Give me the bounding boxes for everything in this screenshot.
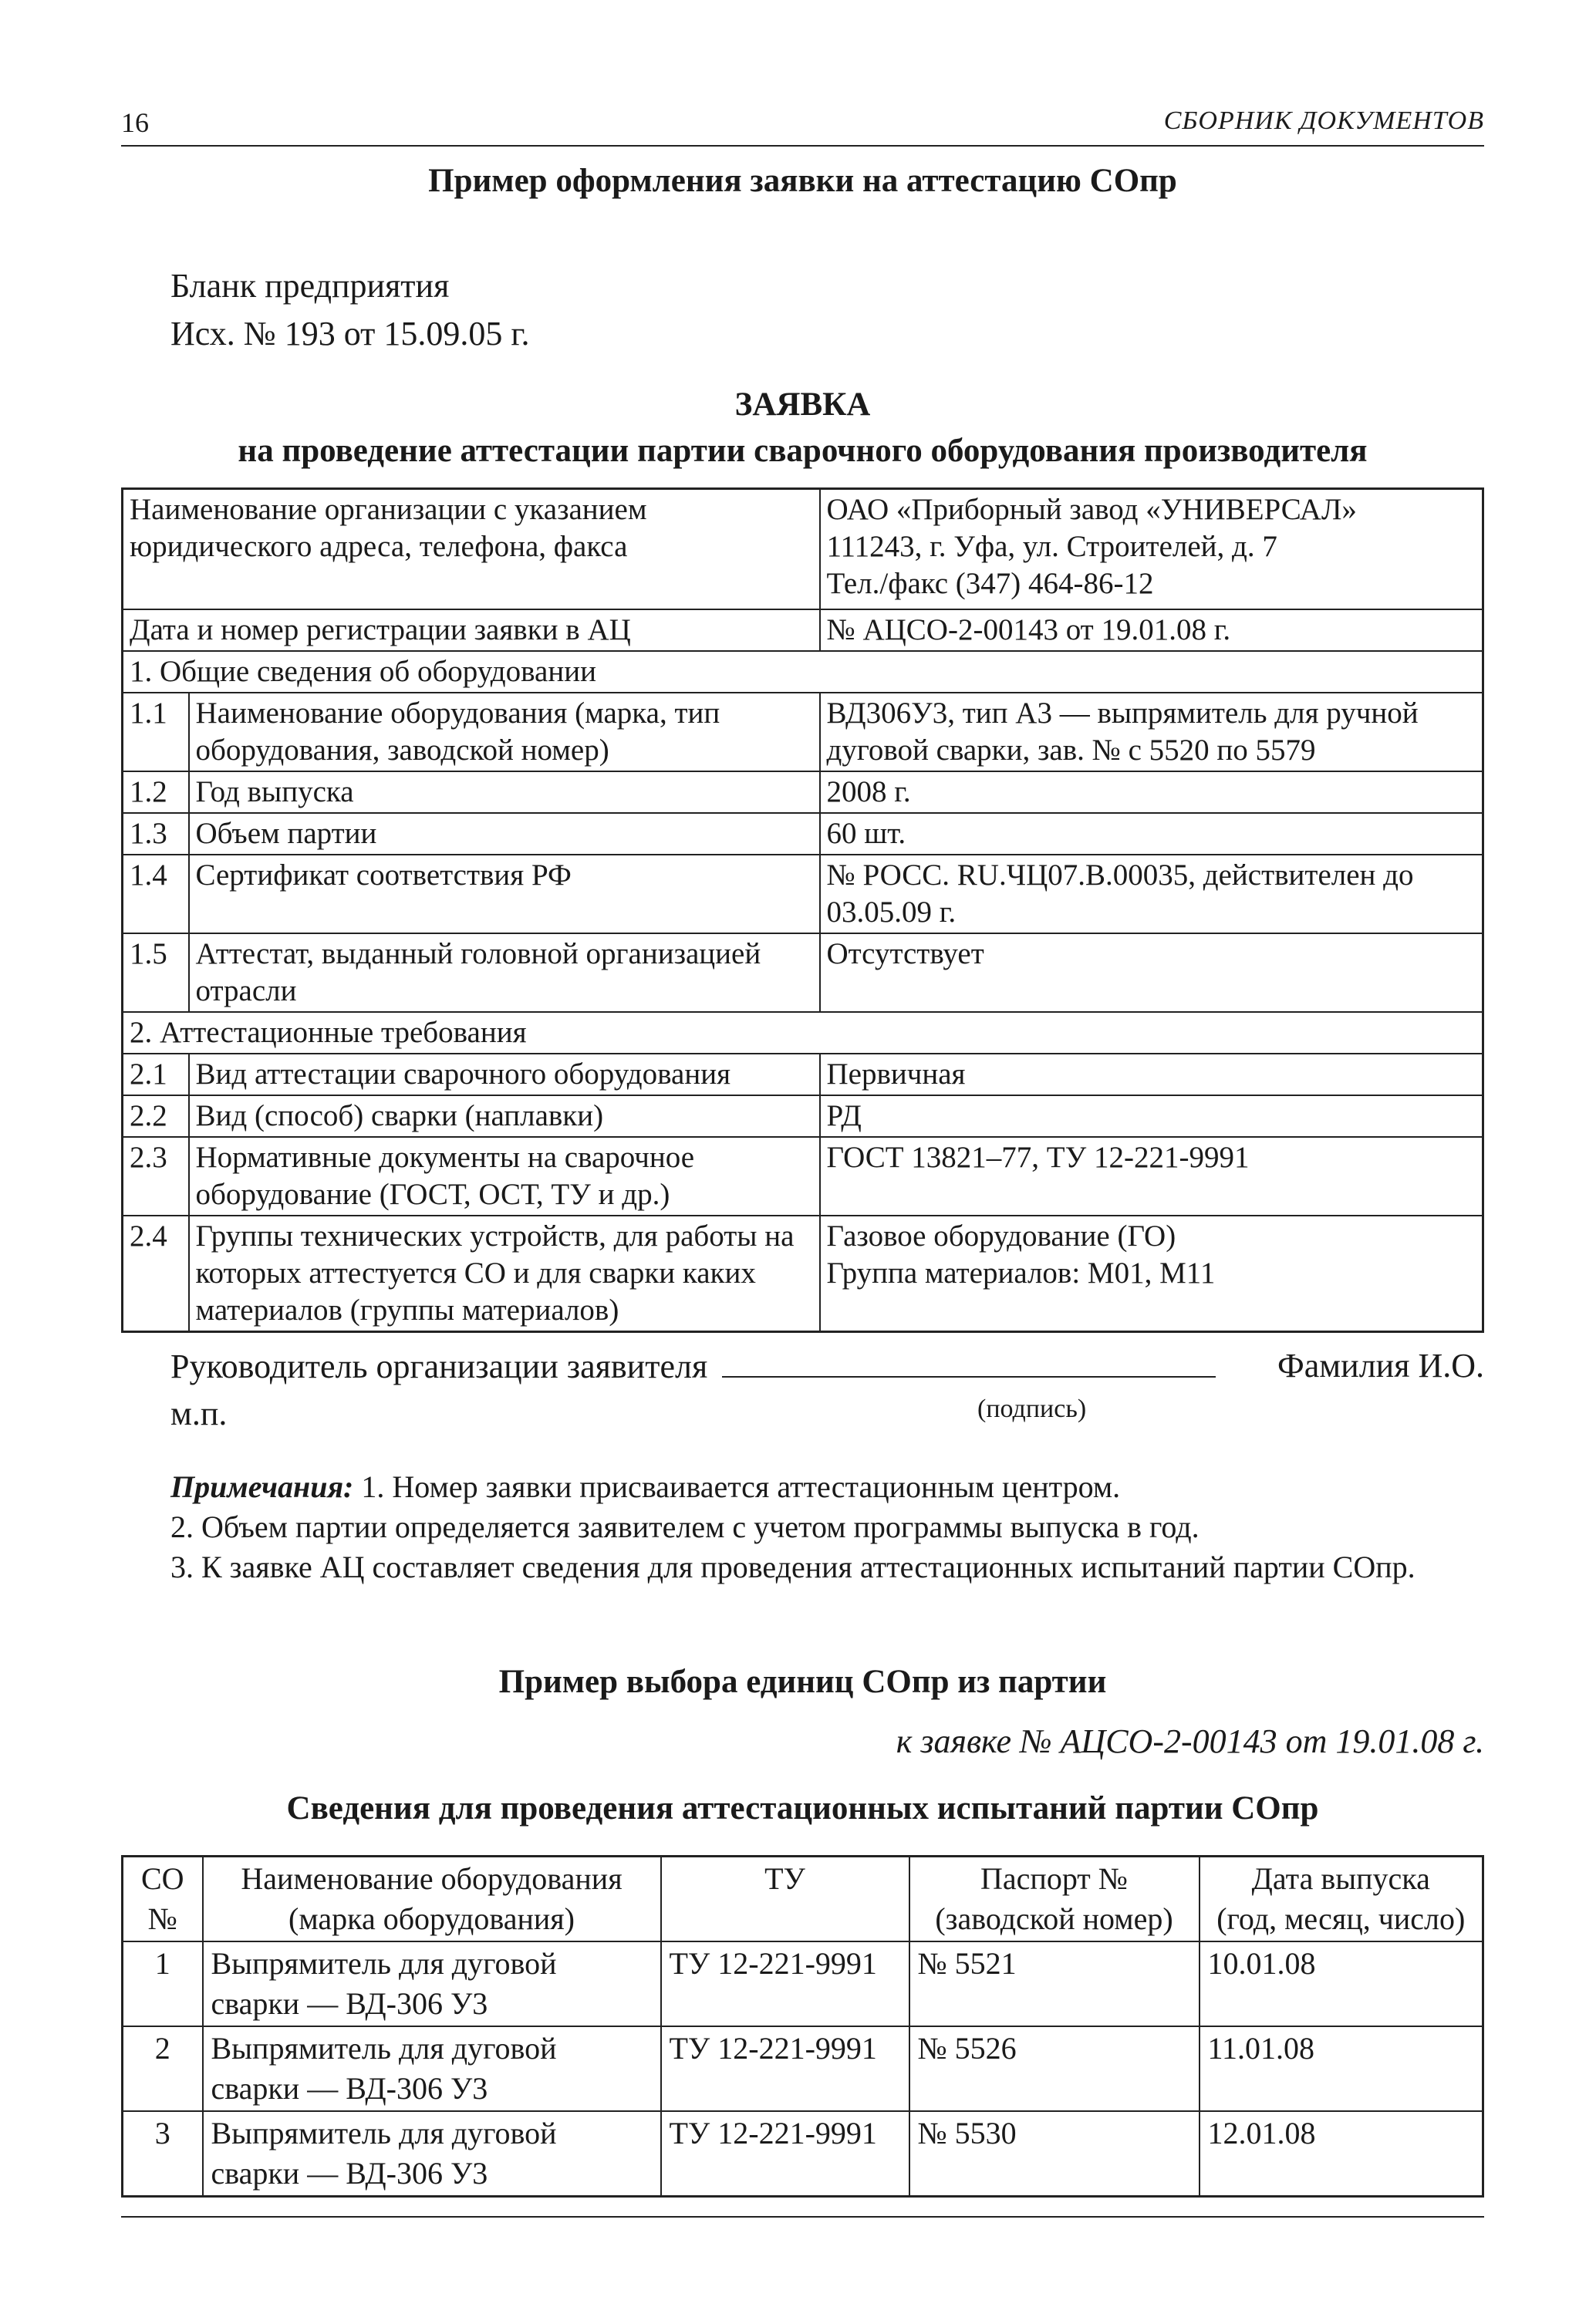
unit-date: 12.01.08 [1200, 2111, 1483, 2197]
unit-name-line: Выпрямитель для дуговой [211, 2116, 557, 2150]
material-group: Группа материалов: М01, М11 [826, 1257, 1216, 1290]
application-table [121, 487, 1484, 1333]
table-row [123, 1137, 1483, 1216]
row-value: 60 шт. [820, 813, 1483, 855]
unit-date: 11.01.08 [1200, 2026, 1483, 2111]
unit-name [203, 2111, 661, 2197]
section1-heading: 1. Общие сведения об оборудовании [123, 651, 1483, 693]
unit-name [203, 1941, 661, 2026]
table-row [123, 2111, 1483, 2197]
org-label: Наименование организации с указанием юридического адреса, телефона, факса [123, 489, 820, 610]
unit-tu: ТУ 12-221-9991 [661, 2111, 909, 2197]
unit-date: 10.01.08 [1200, 1941, 1483, 2026]
running-head: СБОРНИК ДОКУМЕНТОВ [1163, 106, 1484, 135]
signature-block [170, 1342, 1484, 1438]
units-table [121, 1855, 1484, 2198]
note-1 [121, 1467, 1484, 1507]
note-1-text: 1. Номер заявки присваивается аттестационным центром. [361, 1469, 1121, 1504]
letterhead-label: Бланк предприятия [170, 267, 450, 305]
org-phone: Тел./факс (347) 464-86-12 [826, 567, 1154, 600]
unit-passport: № 5530 [909, 2111, 1200, 2197]
table-row [123, 1054, 1483, 1095]
row-label: Наименование оборудования (марка, тип оборудования, заводской номер) [189, 693, 820, 771]
application-heading-block [121, 382, 1484, 474]
signature-label: Руководитель организации заявителя [170, 1348, 708, 1385]
org-address: 111243, г. Уфа, ул. Строителей, д. 7 [826, 530, 1277, 563]
signature-caption: (подпись) [977, 1395, 1087, 1423]
unit-name-line: Выпрямитель для дуговой [211, 2031, 557, 2066]
unit-number: 3 [123, 2111, 203, 2197]
unit-name [203, 2026, 661, 2111]
table-header-row [123, 1857, 1483, 1942]
row-value: Первичная [820, 1054, 1483, 1095]
org-value [820, 489, 1483, 610]
header-cell [123, 1857, 203, 1942]
page-number: 16 [121, 107, 149, 138]
table-row [123, 1941, 1483, 2026]
table-section-row [123, 651, 1483, 693]
header-text: Паспорт № [980, 1861, 1128, 1896]
application-subheading: на проведение аттестации партии сварочного оборудования производителя [238, 433, 1368, 469]
row-number: 1.5 [123, 933, 189, 1012]
header-cell [909, 1857, 1200, 1942]
header-text: № [147, 1901, 177, 1936]
form-header [170, 262, 529, 358]
row-label: Группы технических устройств, для работы на которых аттестуется СО и для сварки каких материалов (группы материалов) [189, 1216, 820, 1332]
row-label: Нормативные документы на сварочное оборудование (ГОСТ, ОСТ, ТУ и др.) [189, 1137, 820, 1216]
row-label: Объем партии [189, 813, 820, 855]
outgoing-number: Исх. № 193 от 15.09.05 г. [170, 315, 530, 352]
signatory-name: Фамилия И.О. [1277, 1347, 1484, 1385]
unit-passport: № 5526 [909, 2026, 1200, 2111]
footer-rule [121, 2216, 1484, 2218]
table-row [123, 1095, 1483, 1137]
header-text: СО [140, 1861, 184, 1896]
row-number: 1.4 [123, 855, 189, 933]
table-row [123, 771, 1483, 813]
header-text: (марка оборудования) [288, 1901, 575, 1936]
row-label: Аттестат, выданный головной организацией отрасли [189, 933, 820, 1012]
row-number: 2.2 [123, 1095, 189, 1137]
header-text: Дата выпуска [1251, 1861, 1430, 1896]
row-number: 1.1 [123, 693, 189, 771]
row-value: ГОСТ 13821–77, ТУ 12-221-9991 [820, 1137, 1483, 1216]
reg-label: Дата и номер регистрации заявки в АЦ [123, 609, 820, 651]
note-2: 2. Объем партии определяется заявителем с учетом программы выпуска в год. [170, 1509, 1200, 1544]
row-label: Год выпуска [189, 771, 820, 813]
header-text: Наименование оборудования [241, 1861, 623, 1896]
org-name: ОАО «Приборный завод «УНИВЕРСАЛ» [826, 493, 1357, 526]
section-title: Пример оформления заявки на аттестацию СОпр [428, 163, 1177, 199]
table-row [123, 489, 1483, 610]
notes-block [121, 1467, 1484, 1587]
row-value: 2008 г. [820, 771, 1483, 813]
equipment-group: Газовое оборудование (ГО) [826, 1219, 1176, 1253]
header-cell [661, 1857, 909, 1942]
unit-number: 1 [123, 1941, 203, 2026]
table-row [123, 813, 1483, 855]
row-number: 1.2 [123, 771, 189, 813]
header-text: (год, месяц, число) [1216, 1901, 1466, 1936]
test-info-title: Сведения для проведения аттестационных испытаний партии СОпр [286, 1790, 1319, 1827]
header-cell [203, 1857, 661, 1942]
unit-tu: ТУ 12-221-9991 [661, 2026, 909, 2111]
table-row [123, 609, 1483, 651]
stamp-place: м.п. [170, 1395, 228, 1432]
header-text: (заводской номер) [935, 1901, 1173, 1936]
table-section-row [123, 1012, 1483, 1054]
row-label: Вид (способ) сварки (наплавки) [189, 1095, 820, 1137]
unit-tu: ТУ 12-221-9991 [661, 1941, 909, 2026]
unit-name-line: сварки — ВД-306 У3 [211, 1986, 488, 2021]
unit-passport: № 5521 [909, 1941, 1200, 2026]
row-value: № РОСС. RU.ЧЦ07.В.00035, действителен до 03.05.09 г. [820, 855, 1483, 933]
unit-number: 2 [123, 2026, 203, 2111]
row-value [820, 1216, 1483, 1332]
row-value: ВД306У3, тип А3 — выпрямитель для ручной дуговой сварки, зав. № с 5520 по 5579 [820, 693, 1483, 771]
document-page [121, 0, 1484, 2314]
unit-name-line: сварки — ВД-306 У3 [211, 2071, 488, 2106]
notes-label: Примечания: [170, 1469, 354, 1504]
row-value: Отсутствует [820, 933, 1483, 1012]
table-row [123, 855, 1483, 933]
unit-name-line: сварки — ВД-306 У3 [211, 2156, 488, 2191]
header-cell [1200, 1857, 1483, 1942]
row-number: 2.4 [123, 1216, 189, 1332]
row-number: 2.3 [123, 1137, 189, 1216]
application-heading: ЗАЯВКА [734, 386, 871, 423]
row-number: 1.3 [123, 813, 189, 855]
signature-line [722, 1342, 1216, 1378]
application-reference: к заявке № АЦСО-2-00143 от 19.01.08 г. [896, 1722, 1484, 1760]
section2-heading: 2. Аттестационные требования [123, 1012, 1483, 1054]
header-text: ТУ [764, 1861, 805, 1896]
row-number: 2.1 [123, 1054, 189, 1095]
row-label: Вид аттестации сварочного оборудования [189, 1054, 820, 1095]
unit-name-line: Выпрямитель для дуговой [211, 1946, 557, 1981]
row-label: Сертификат соответствия РФ [189, 855, 820, 933]
reg-value: № АЦСО-2-00143 от 19.01.08 г. [820, 609, 1483, 651]
table-row [123, 1216, 1483, 1332]
table-row [123, 2026, 1483, 2111]
page-header [121, 106, 1484, 147]
row-value: РД [820, 1095, 1483, 1137]
note-3: 3. К заявке АЦ составляет сведения для проведения аттестационных испытаний партии СОпр. [170, 1550, 1415, 1584]
table-row [123, 693, 1483, 771]
selection-title: Пример выбора единиц СОпр из партии [498, 1664, 1107, 1700]
table-row [123, 933, 1483, 1012]
